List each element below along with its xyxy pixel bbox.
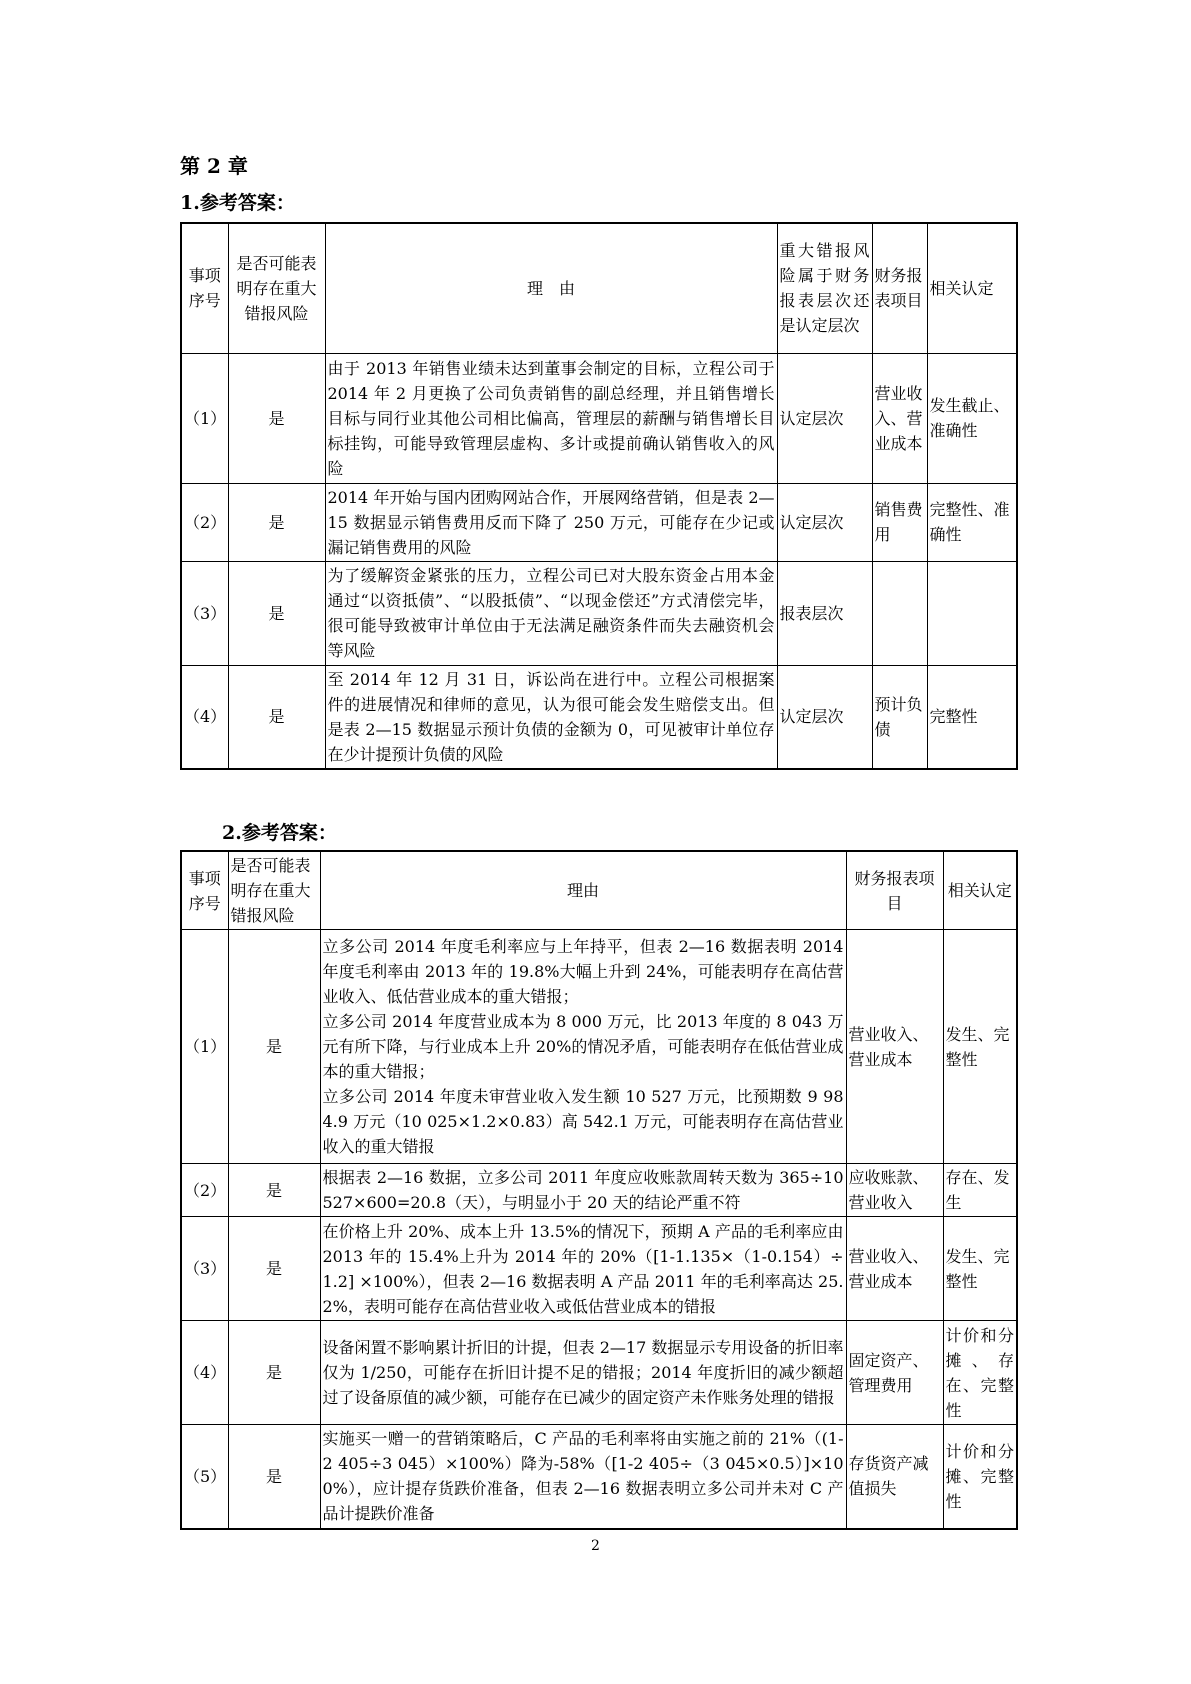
cell-assertion: 发生、完整性 <box>943 1217 1017 1321</box>
cell-reason <box>320 930 846 1164</box>
cell-assertion: 存在、发生 <box>943 1164 1017 1217</box>
table-row <box>181 353 1017 483</box>
cell-item-no: （3） <box>181 1217 228 1321</box>
cell-risk: 是 <box>228 665 325 769</box>
section-2-heading: 2.参考答案： <box>222 822 337 844</box>
header-risk-level: 重大错报风险属于财务报表层次还是认定层次 <box>777 223 872 353</box>
header-assertion: 相关认定 <box>943 851 1017 930</box>
page-number: 2 <box>591 1538 600 1554</box>
cell-reason: 根据表 2—16 数据，立多公司 2011 年度应收账款周转天数为 365÷10 527×600=20.8（天），与明显小于 20 天的结论严重不符 <box>320 1164 846 1217</box>
cell-risk: 是 <box>228 1164 320 1217</box>
header-risk: 是否可能表明存在重大错报风险 <box>228 223 325 353</box>
cell-statement-item: 预计负债 <box>872 665 927 769</box>
cell-assertion <box>927 561 1017 665</box>
table-row <box>181 665 1017 769</box>
cell-statement-item <box>872 561 927 665</box>
cell-reason: 2014 年开始与国内团购网站合作，开展网络营销，但是表 2—15 数据显示销售费用反而下降了 250 万元，可能存在少记或漏记销售费用的风险 <box>325 483 777 561</box>
cell-reason: 在价格上升 20%、成本上升 13.5%的情况下，预期 A 产品的毛利率应由 2013 年的 15.4%上升为 2014 年的 20%（[1-1.135×（1-0.154）÷1.2] ×100%），但表 2—16 数据表明 A 产品 2011 年的毛利率高达 25.2%，表明可能存在高估营业收入或低估营业成本的错报 <box>320 1217 846 1321</box>
cell-statement-item: 存货资产减值损失 <box>846 1425 943 1529</box>
cell-risk: 是 <box>228 353 325 483</box>
cell-assertion: 计价和分摊、存在、完整性 <box>943 1321 1017 1425</box>
cell-assertion: 发生、完整性 <box>943 930 1017 1164</box>
cell-risk: 是 <box>228 1321 320 1425</box>
cell-item-no: （3） <box>181 561 228 665</box>
table-row <box>181 1217 1017 1321</box>
header-item-no: 事项序号 <box>181 223 228 353</box>
answer-table-2 <box>180 850 1018 1530</box>
cell-assertion: 完整性 <box>927 665 1017 769</box>
cell-item-no: （4） <box>181 665 228 769</box>
header-risk: 是否可能表明存在重大错报风险 <box>228 851 320 930</box>
chapter-title: 第 2 章 <box>180 154 248 178</box>
cell-risk-level: 认定层次 <box>777 353 872 483</box>
cell-risk-level: 报表层次 <box>777 561 872 665</box>
section-1-heading: 1.参考答案： <box>180 192 295 214</box>
cell-item-no: （1） <box>181 353 228 483</box>
table-row <box>181 930 1017 1164</box>
cell-item-no: （5） <box>181 1425 228 1529</box>
table-row <box>181 1425 1017 1529</box>
cell-risk: 是 <box>228 1217 320 1321</box>
reason-paragraph: 立多公司 2014 年度毛利率应与上年持平，但表 2—16 数据表明 2014 年度毛利率由 2013 年的 19.8%大幅上升到 24%，可能表明存在高估营业收入、低估营业成本的重大错报； <box>322 937 844 1006</box>
header-assertion: 相关认定 <box>927 223 1017 353</box>
cell-risk: 是 <box>228 930 320 1164</box>
cell-reason: 实施买一赠一的营销策略后，C 产品的毛利率将由实施之前的 21%（(1-2 405÷3 045）×100%）降为-58%（[1-2 405÷（3 045×0.5）]×100%），应计提存货跌价准备，但表 2—16 数据表明立多公司并未对 C 产品计提跌价准备 <box>320 1425 846 1529</box>
reason-paragraph: 立多公司 2014 年度未审营业收入发生额 10 527 万元，比预期数 9 984.9 万元（10 025×1.2×0.83）高 542.1 万元，可能表明存在高估营业收入的重大错报 <box>322 1087 844 1156</box>
cell-statement-item: 营业收入、营业成本 <box>846 1217 943 1321</box>
table-header-row <box>181 223 1017 353</box>
cell-assertion: 发生截止、准确性 <box>927 353 1017 483</box>
header-reason: 理 由 <box>325 223 777 353</box>
cell-risk-level: 认定层次 <box>777 665 872 769</box>
reason-paragraph: 立多公司 2014 年度营业成本为 8 000 万元，比 2013 年度的 8 043 万元有所下降，与行业成本上升 20%的情况矛盾，可能表明存在低估营业成本的重大错报； <box>322 1012 844 1081</box>
header-statement-item: 财务报表项目 <box>872 223 927 353</box>
cell-item-no: （2） <box>181 483 228 561</box>
cell-reason: 至 2014 年 12 月 31 日，诉讼尚在进行中。立程公司根据案件的进展情况和律师的意见，认为很可能会发生赔偿支出。但是表 2—15 数据显示预计负债的金额为 0，可见被审计单位存在少计提预计负债的风险 <box>325 665 777 769</box>
table-row <box>181 1321 1017 1425</box>
answer-table-1 <box>180 222 1018 770</box>
cell-reason: 设备闲置不影响累计折旧的计提，但表 2—17 数据显示专用设备的折旧率仅为 1/250，可能存在折旧计提不足的错报；2014 年度折旧的减少额超过了设备原值的减少额，可能存在已减少的固定资产未作账务处理的错报 <box>320 1321 846 1425</box>
cell-risk: 是 <box>228 561 325 665</box>
header-item-no: 事项序号 <box>181 851 228 930</box>
cell-reason: 为了缓解资金紧张的压力，立程公司已对大股东资金占用本金通过“以资抵债”、“以股抵债”、“以现金偿还”方式清偿完毕，很可能导致被审计单位由于无法满足融资条件而失去融资机会等风险 <box>325 561 777 665</box>
cell-item-no: （4） <box>181 1321 228 1425</box>
table-row <box>181 561 1017 665</box>
header-reason: 理由 <box>320 851 846 930</box>
cell-item-no: （2） <box>181 1164 228 1217</box>
cell-item-no: （1） <box>181 930 228 1164</box>
cell-assertion: 完整性、准确性 <box>927 483 1017 561</box>
cell-statement-item: 营业收入、营业成本 <box>846 930 943 1164</box>
cell-statement-item: 销售费用 <box>872 483 927 561</box>
table-row <box>181 1164 1017 1217</box>
cell-risk-level: 认定层次 <box>777 483 872 561</box>
table-row <box>181 483 1017 561</box>
table-header-row <box>181 851 1017 930</box>
cell-statement-item: 营业收入、营业成本 <box>872 353 927 483</box>
cell-assertion: 计价和分摊、完整性 <box>943 1425 1017 1529</box>
header-statement-item: 财务报表项目 <box>846 851 943 930</box>
cell-reason: 由于 2013 年销售业绩未达到董事会制定的目标，立程公司于 2014 年 2 月更换了公司负责销售的副总经理，并且销售增长目标与同行业其他公司相比偏高，管理层的薪酬与销售增长目标挂钩，可能导致管理层虚构、多计或提前确认销售收入的风险 <box>325 353 777 483</box>
cell-risk: 是 <box>228 1425 320 1529</box>
cell-statement-item: 固定资产、管理费用 <box>846 1321 943 1425</box>
cell-statement-item: 应收账款、营业收入 <box>846 1164 943 1217</box>
cell-risk: 是 <box>228 483 325 561</box>
